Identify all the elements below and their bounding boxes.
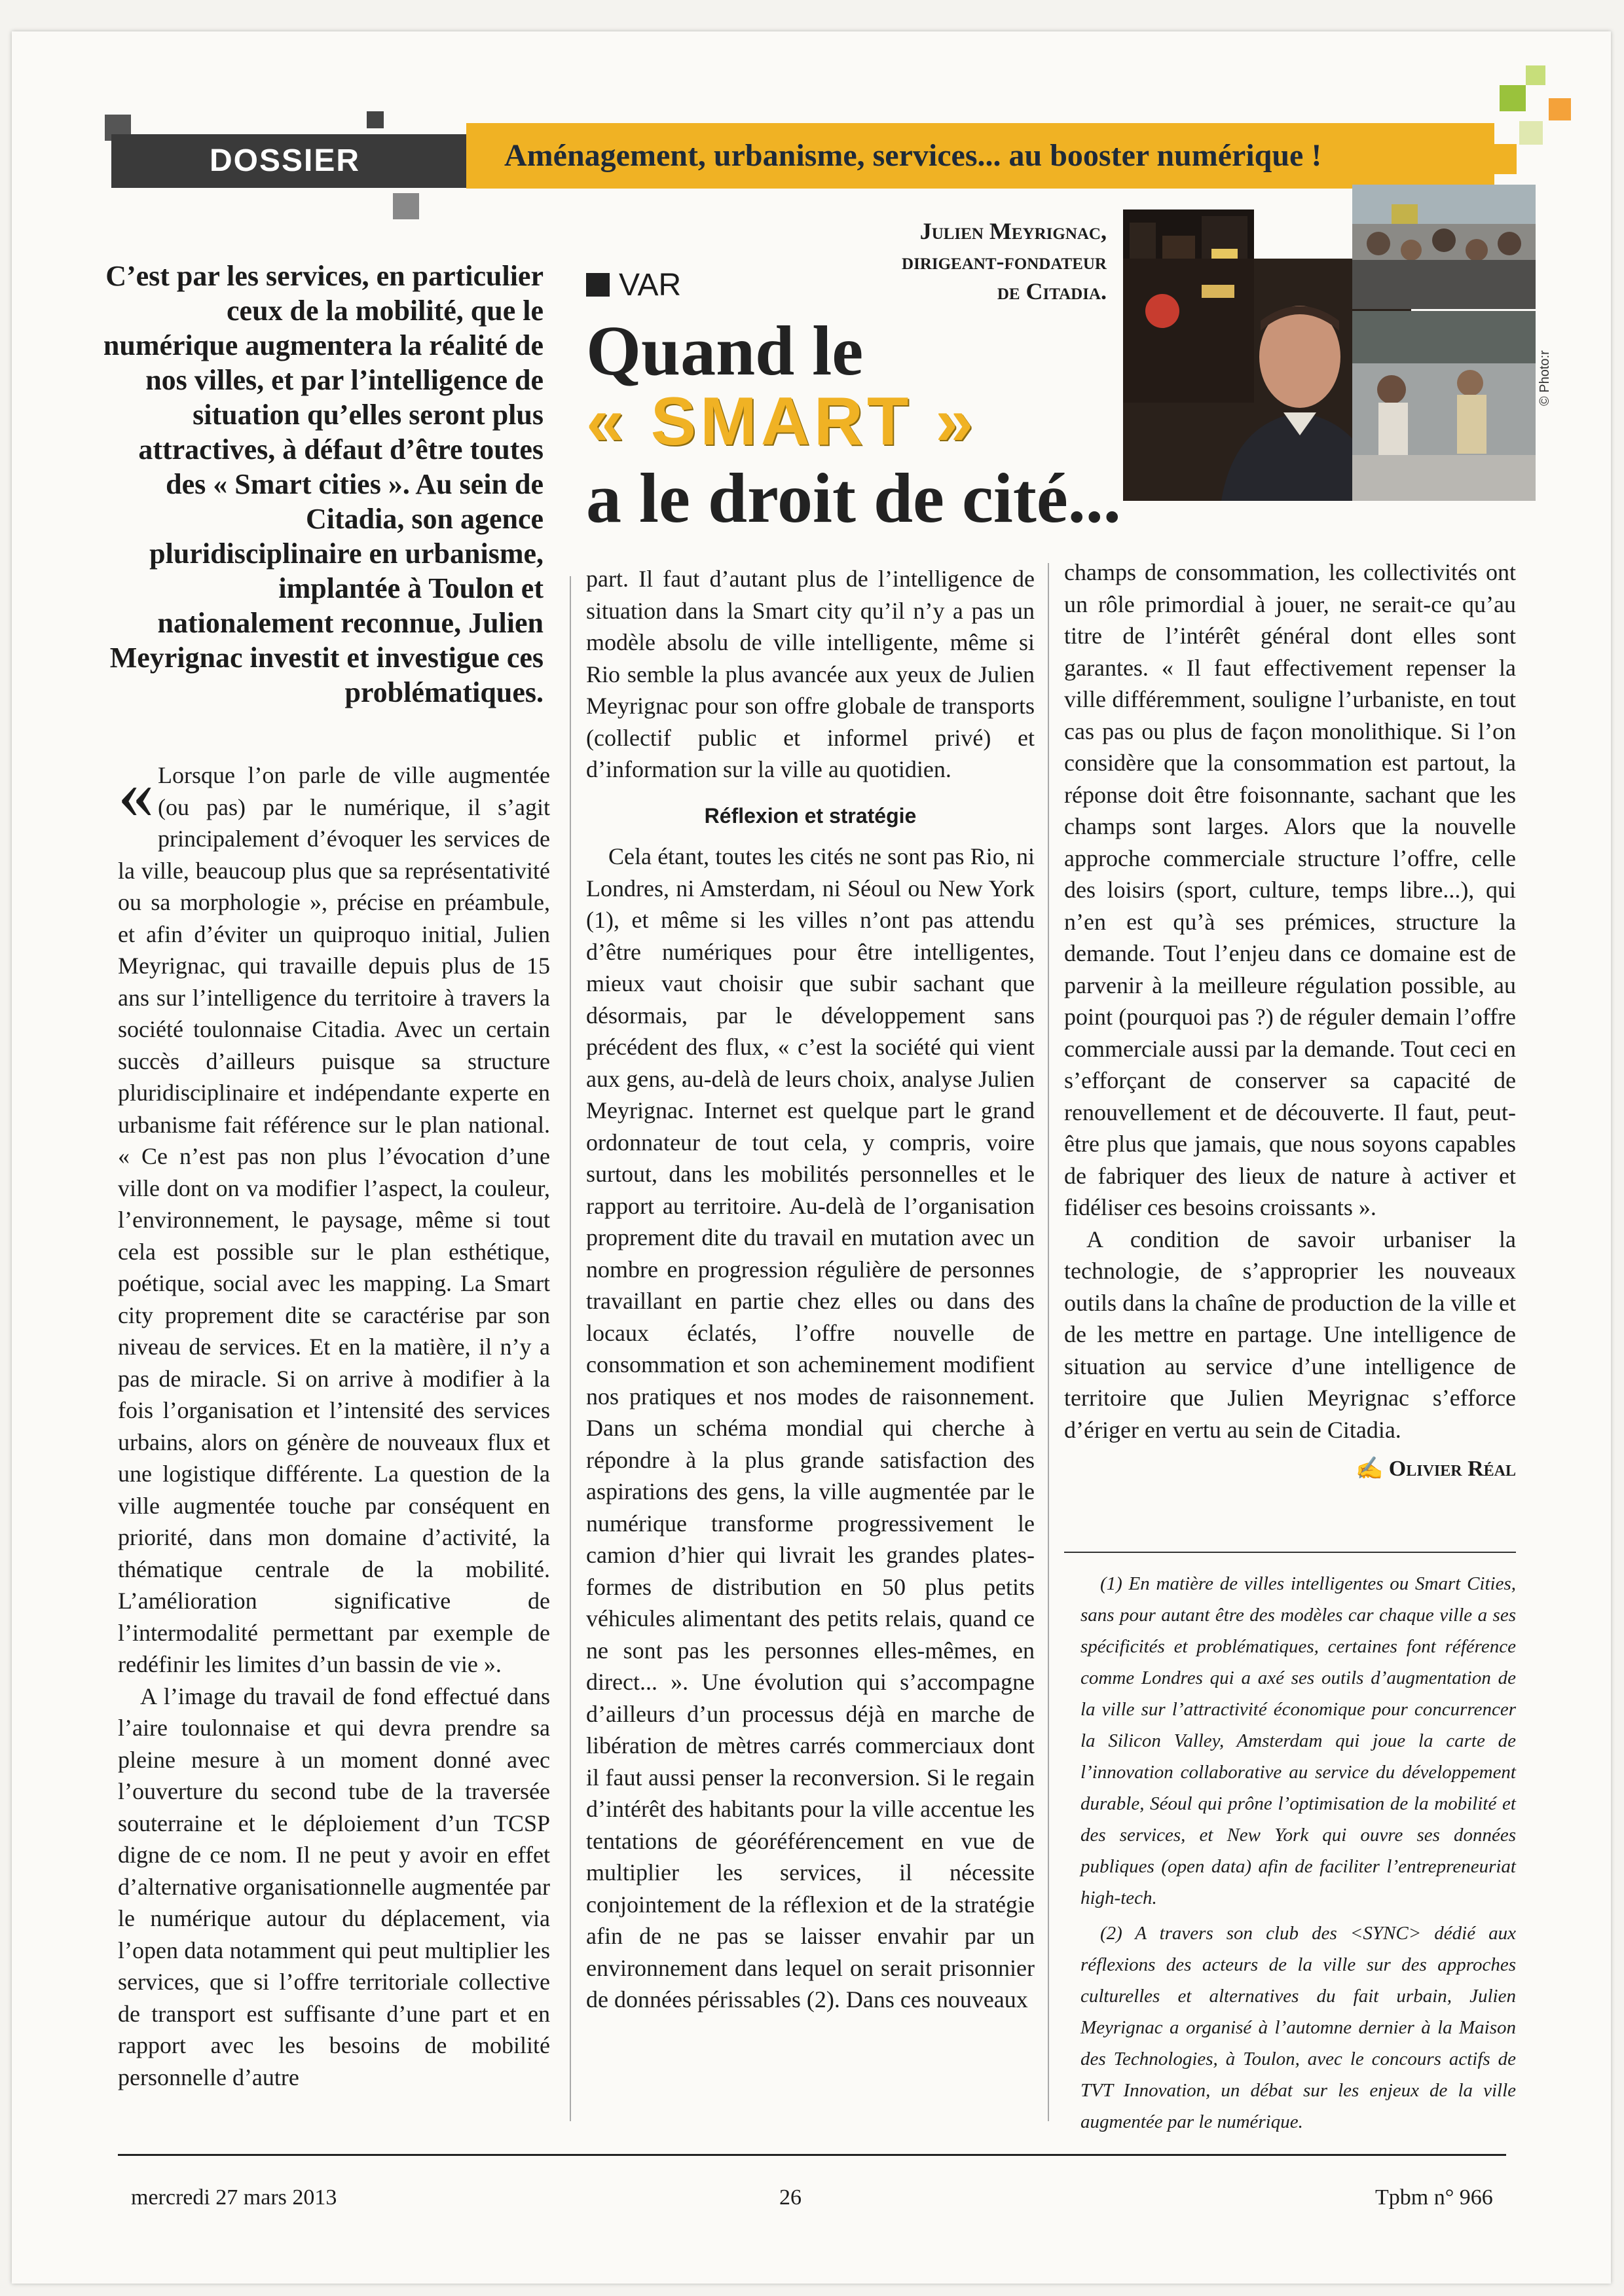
article-paragraph: A condition de savoir urbaniser la technologie, de s’approprier les nouveaux outils dans la chaîne de production de la ville et de les mettre en partage. Une intelligence de situation au service d’une intelligence de territoire que Julien Meyrignac s’efforce d’ériger en vertu au sein de Citadia.: [1064, 1226, 1516, 1443]
section-label: DOSSIER: [210, 143, 361, 178]
kicker-label: VAR: [619, 268, 682, 302]
article-paragraph: part. Il faut d’autant plus de l’intelligence de situation dans la Smart city qu’il n’y a pas un modèle absolu de ville intelligente, même si Rio semble la plus avancée aux yeux de Julien Meyrignac pour son offre globale de transports (collectif public et informel privé) et d’information sur la ville au quotidien.: [586, 566, 1035, 782]
photo-credit: © Photo:r: [1538, 350, 1552, 406]
urban-scene-photo: [1352, 311, 1536, 501]
footer-rule: [118, 2154, 1506, 2156]
column-divider: [570, 576, 571, 2121]
header-title: Aménagement, urbanisme, services... au booster numérique !: [504, 138, 1322, 173]
notes-divider: [1064, 1552, 1516, 1553]
header-decor-square: [1500, 85, 1526, 111]
header-decor-square: [1519, 121, 1543, 145]
header-decor-square: [1526, 65, 1545, 85]
author-byline: ✍ Olivier Réal: [1355, 1457, 1516, 1481]
kicker: [586, 267, 681, 303]
subheading: Réflexion et stratégie: [704, 803, 917, 828]
article-paragraph: Cela étant, toutes les cités ne sont pas Rio, ni Londres, ni Amsterdam, ni Séoul ou New York (1), et même si les villes n’ont pas attendu d’être numériques pour être intelligentes, mieux vaut choisir que subir sachant que désormais, par le développement sans précédent des flux, « c’est la société qui vient aux gens, au-delà de leurs choix, analyse Julien Meyrignac. Internet est quelque part le grand ordonnateur de tout cela, y compris, voire surtout, dans les mobilités personnelles et le rapport au territoire. Au-delà de l’organisation proprement dite du travail en mutation avec un nombre en progression régulière de personnes travaillant en partie chez elles ou dans des locaux éclatés, l’offre nouvelle de consommation et son acheminement modifient nos pratiques et nos modes de raisonnement. Dans un schéma mondial qui cherche à répondre à la plus grande satisfaction des aspirations des gens, la ville augmentée par le numérique transforme progressivement le camion d’hier qui livrait les grandes plates-formes de distribution en 50 plus petits véhicules alimentant des petits relais, quand ce ne sont pas les personnes elles-mêmes, en direct... ». Une évolution qui s’accompagne d’ailleurs d’un processus déjà en marche de libération de mètres carrés commerciaux dont il faut aussi penser la reconversion. Si le regain d’intérêt des habitants pour la ville accentue les tentations de géoréférencement en vue de multiplier les services, il nécessite conjointement de la réflexion et de la stratégie afin de ne pas se laisser envahir par un environnement dans lequel on serait prisonnier de données périssables (2). Dans ces nouveaux: [586, 843, 1035, 2013]
article-paragraph: champs de consommation, les collectivités ont un rôle primordial à jouer, ne serait-ce qu’au titre de l’intérêt général dont elles sont garantes. « Il faut effectivement repenser la ville différemment, souligne l’urbaniste, en tout cas pas ou plus de façon monolithique. Si l’on considère que la consommation est partout, la réponse doit être foisonnante, sachant que les champs sont larges. Alors que la nouvelle approche commerciale structure l’offre, celle des loisirs (sport, culture, temps libre...), qui n’en est qu’à ses prémices, structure la demande. Tout l’enjeu dans ce domaine est de parvenir à la meilleure régulation possible, au point (pourquoi pas ?) de réguler demain l’offre commerciale aussi par la demande. Tout ceci en s’efforçant de conserver sa capacité de renouvellement et de découverte. Il faut, peut-être plus que jamais, que nous soyons capables de fabriquer des lieux de nature à activer et fidéliser ces besoins croissants ».: [1064, 559, 1516, 1220]
headline-line-1: Quand le: [586, 312, 864, 390]
photo-caption: Julien Meyrignac, dirigeant-fondateur de Citadia.: [902, 218, 1107, 304]
article-column-2: [586, 563, 1035, 2016]
footnotes: [1080, 1568, 1516, 2141]
kicker-square: [586, 273, 610, 297]
headline-line-3: a le droit de cité...: [586, 460, 1121, 538]
header-decor-square: [1549, 98, 1571, 120]
header-decor-square: [393, 193, 419, 219]
article-column-3: [1064, 556, 1516, 1485]
header-decor-square: [367, 111, 384, 128]
footnote: (1) En matière de villes intelligentes ou Smart Cities, sans pour autant être des modèles car chaque ville a ses spécificités et problématiques, certaines font référence comme Londres qui a axé ses outils d’augmentation de la ville sur l’attractivité économique pour concurrencer la Silicon Valley, Amsterdam qui joue la carte de l’innovation collaborative au service du développement durable, Séoul qui prône l’optimisation de la mobilité et des services, et New York qui ouvre ses données publiques (open data) afin de faciliter l’entrepreneuriat high-tech.: [1080, 1573, 1516, 1908]
intro-lede: C’est par les services, en particulier ceux de la mobilité, que le numérique augmentera la réalité de nos villes, et par l’intelligence de situation qu’elles seront plus attractives, à défaut d’être toutes des « Smart cities ». Au sein de Citadia, son agence pluridisciplinaire en urbanisme, implantée à Toulon et nationalement reconnue, Julien Meyrignac investit et investigue ces problématiques.: [103, 260, 544, 708]
headline-line-2: « SMART »: [586, 384, 978, 460]
footer-date: mercredi 27 mars 2013: [131, 2185, 337, 2210]
article-column-1: [118, 754, 550, 2093]
article-paragraph: Lorsque l’on parle de ville augmentée (ou pas) par le numérique, il s’agit principalement d’évoquer les services de la ville, beaucoup plus que sa représentativité ou sa morphologie », précise en préambule, et afin d’éviter un quiproquo initial, Julien Meyrignac, qui travaille depuis plus de 15 ans sur l’intelligence du territoire à travers la société toulonnaise Citadia. Avec un certain succès d’ailleurs puisque sa structure pluridisciplinaire et indépendante experte en urbanisme fait référence sur le plan national. « Ce n’est pas non plus l’évocation d’une ville dont on va modifier l’aspect, la couleur, l’environnement, le paysage, même si tout cela est possible sur le plan esthétique, poétique, social avec les mapping. La Smart city proprement dite se caractérise par son niveau de services. Et en la matière, il n’y a pas de miracle. Si on arrive à modifier à la fois l’organisation et l’intensité des services urbains, alors on génère de nouveaux flux et une logistique différente. La question de la ville augmentée touche par conséquent en priorité, dans mon domaine d’activité, la thématique centrale de la mobilité. L’amélioration significative de l’intermodalité permettant par exemple de redéfinir les limites d’un bassin de vie ».: [118, 762, 550, 1677]
header-decor-square: [1486, 144, 1517, 174]
column-divider: [1048, 563, 1049, 2121]
crowd-photo: [1352, 185, 1536, 309]
drop-quote-mark: «: [118, 754, 154, 833]
footnote: (2) A travers son club des <SYNC> dédié aux réflexions des acteurs de la ville sur des approches culturelles et alternatives du fait urbain, Julien Meyrignac a organisé à l’automne dernier à la Maison des Technologies, à Toulon, avec le concours actifs de TVT Innovation, un débat sur les enjeux de la ville augmentée par le numérique.: [1080, 1923, 1516, 2132]
article-paragraph: A l’image du travail de fond effectué dans l’aire toulonnaise et qui devra prendre sa pleine mesure à un moment donné avec l’ouverture du second tube de la traversée souterraine et le déploiement d’un TCSP digne de ce nom. Il ne peut y avoir en effet d’alternative organisationnelle augmentée par le numérique autour du déplacement, via l’open data notamment qui peut multiplier les services, que si l’offre territoriale collective de transport est suffisante d’une part et en rapport avec les besoins de mobilité personnelle d’autre: [118, 1683, 550, 2090]
page-number: 26: [779, 2185, 802, 2210]
issue-number: Tpbm n° 966: [1375, 2185, 1493, 2210]
